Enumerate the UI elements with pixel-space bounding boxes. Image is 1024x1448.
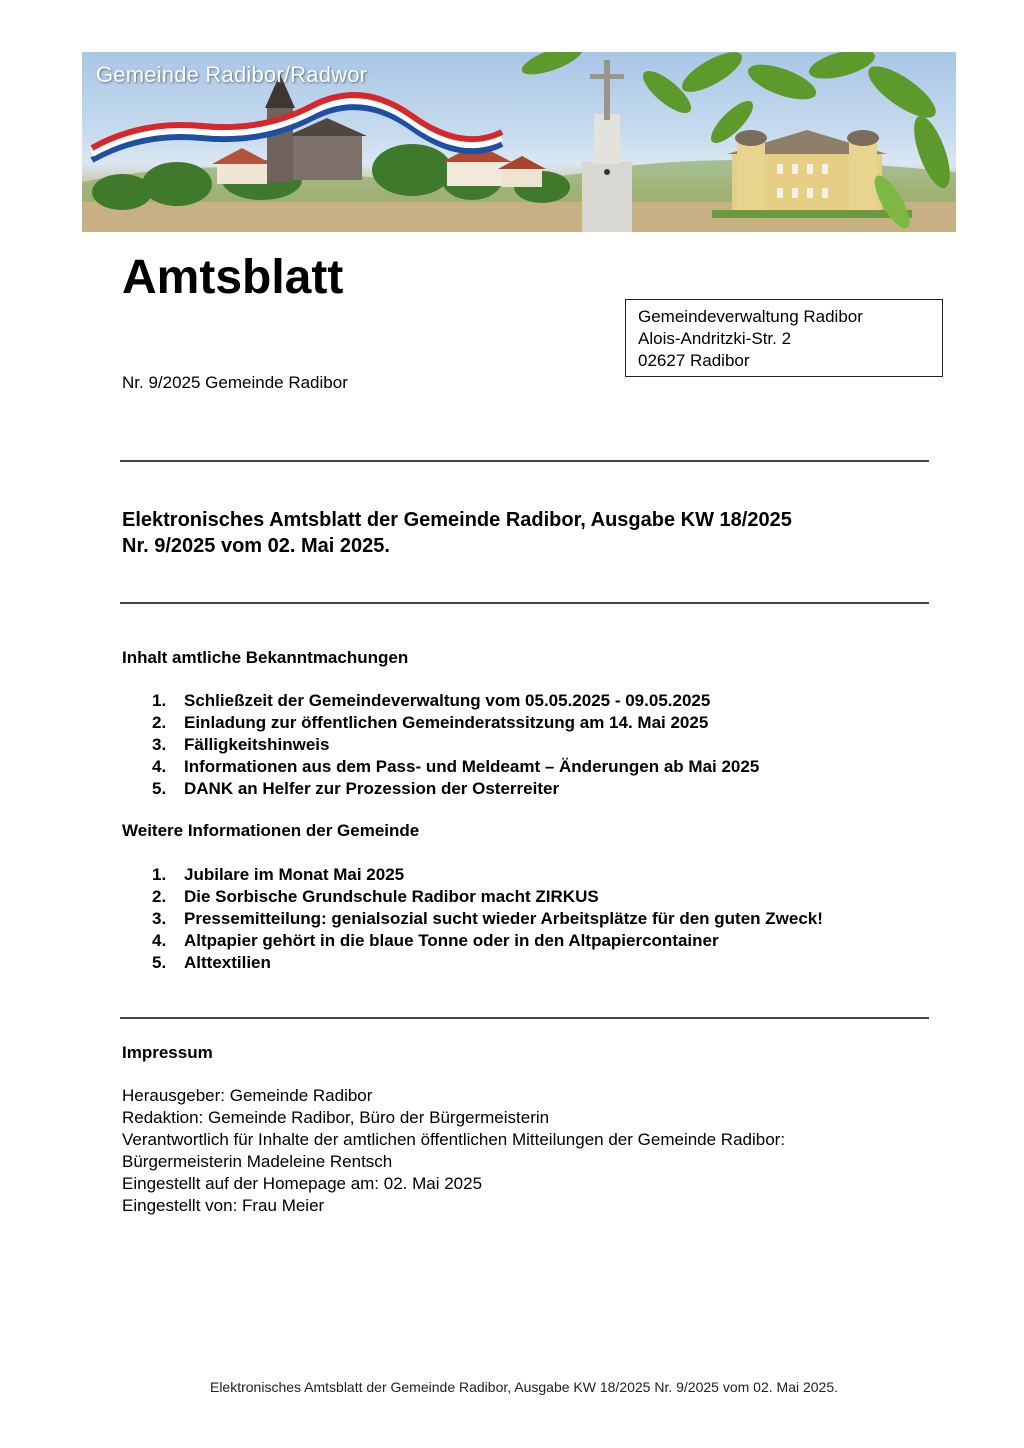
divider [120, 602, 929, 604]
list-item: 3. Pressemitteilung: genialsozial sucht wieder Arbeitsplätze für den guten Zweck! [152, 909, 823, 928]
impressum-title: Impressum [122, 1043, 213, 1062]
wayside-cross-icon [582, 60, 632, 232]
divider [120, 1017, 929, 1019]
address-box [625, 299, 943, 377]
list-item: 2. Die Sorbische Grundschule Radibor macht ZIRKUS [152, 887, 599, 906]
address-line: Alois-Andritzki-Str. 2 [638, 329, 792, 348]
banner-title: Gemeinde Radibor/Radwor [96, 62, 368, 87]
impressum-line: Verantwortlich für Inhalte der amtlichen öffentlichen Mitteilungen der Gemeinde Radibor: [122, 1130, 786, 1149]
address-line: Gemeindeverwaltung Radibor [638, 307, 863, 326]
list-item: 3. Fälligkeitshinweis [152, 735, 330, 754]
impressum-line: Eingestellt von: Frau Meier [122, 1196, 325, 1215]
impressum-line: Redaktion: Gemeinde Radibor, Büro der Bürgermeisterin [122, 1108, 550, 1127]
list-item: 2. Einladung zur öffentlichen Gemeinderatssitzung am 14. Mai 2025 [152, 713, 709, 732]
list-item: 4. Informationen aus dem Pass- und Meldeamt – Änderungen ab Mai 2025 [152, 757, 760, 776]
issue-number: Nr. 9/2025 Gemeinde Radibor [122, 373, 348, 392]
impressum-line: Eingestellt auf der Homepage am: 02. Mai 2025 [122, 1174, 483, 1193]
headline-line: Elektronisches Amtsblatt der Gemeinde Radibor, Ausgabe KW 18/2025 [122, 509, 792, 531]
header-banner [82, 52, 956, 232]
impressum-details [122, 1085, 785, 1217]
divider [120, 460, 929, 462]
impressum-line: Herausgeber: Gemeinde Radibor [122, 1086, 373, 1105]
section-title-further-info: Weitere Informationen der Gemeinde [122, 821, 420, 840]
section-title-official: Inhalt amtliche Bekanntmachungen [122, 648, 409, 667]
headline-line: Nr. 9/2025 vom 02. Mai 2025. [122, 535, 390, 557]
list-item: 1. Jubilare im Monat Mai 2025 [152, 865, 405, 884]
page-footer: Elektronisches Amtsblatt der Gemeinde Radibor, Ausgabe KW 18/2025 Nr. 9/2025 vom 02. Mai 2025. [209, 1379, 839, 1395]
official-notices-list [152, 690, 759, 800]
list-item: 1. Schließzeit der Gemeindeverwaltung vom 05.05.2025 - 09.05.2025 [152, 691, 711, 710]
impressum-line: Bürgermeisterin Madeleine Rentsch [122, 1152, 393, 1171]
list-item: 4. Altpapier gehört in die blaue Tonne oder in den Altpapiercontainer [152, 931, 719, 950]
edition-headline [122, 507, 792, 559]
list-item: 5. DANK an Helfer zur Prozession der Osterreiter [152, 779, 560, 798]
document-title: Amtsblatt [122, 251, 344, 304]
castle-icon [712, 130, 912, 218]
further-info-list [152, 864, 823, 974]
address-line: 02627 Radibor [638, 351, 750, 370]
list-item: 5. Alttextilien [152, 953, 271, 972]
